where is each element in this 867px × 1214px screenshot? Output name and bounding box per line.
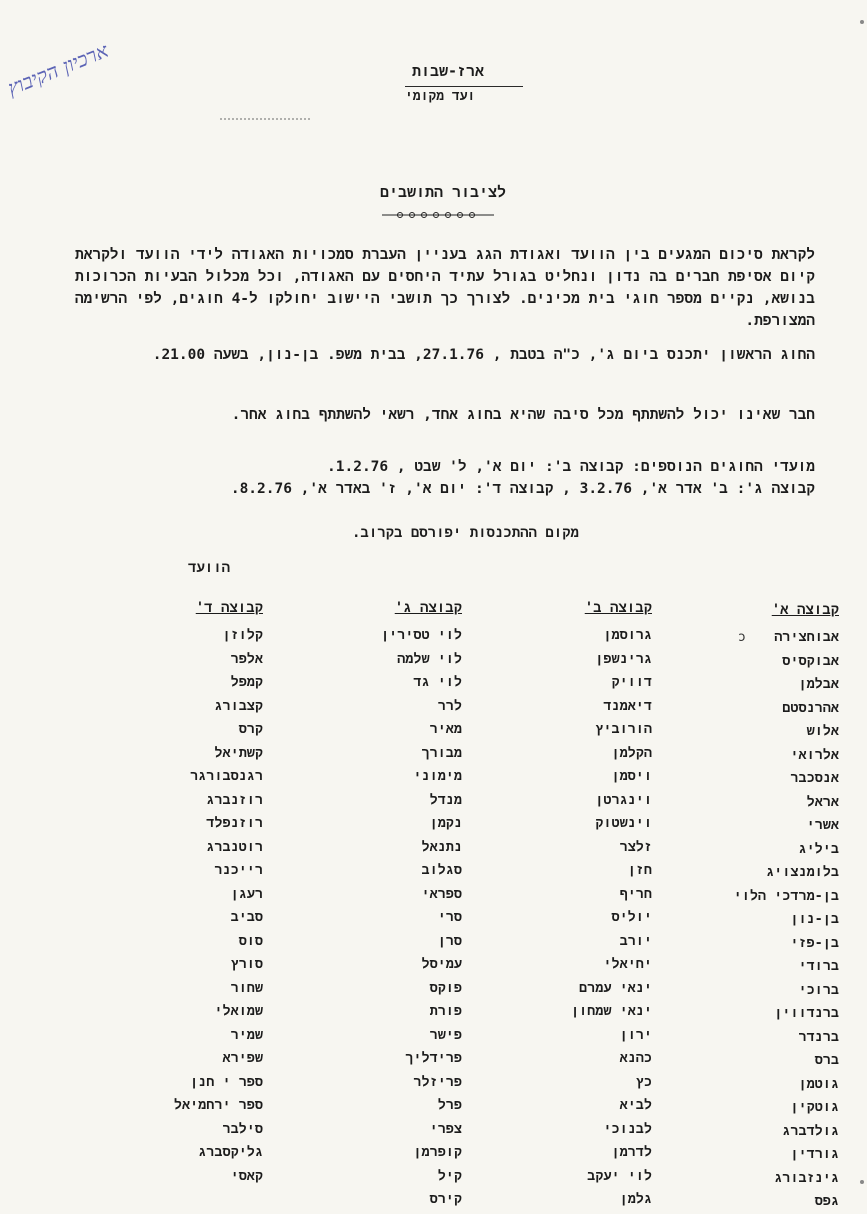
member-name: וינגרטן (595, 791, 652, 808)
member-name: גליקסברג (198, 1144, 263, 1160)
member-name: עמיסל (421, 956, 462, 972)
member-name: קירס (429, 1191, 462, 1207)
member-name: דיאמנד (603, 697, 652, 714)
punch-hole-mark (860, 1180, 864, 1184)
member-name: מנדל (429, 791, 462, 808)
group-column-c (312, 598, 462, 1212)
member-name: נקמן (429, 815, 462, 831)
member-name: הורוביץ (595, 721, 652, 737)
member-name: לביא (619, 1097, 652, 1113)
member-name: אנסכבר (790, 770, 839, 786)
member-name: אלרואי (790, 746, 839, 763)
member-name: דוויק (611, 674, 652, 690)
group-column-d (113, 598, 263, 1188)
member-name: יחיאלי (603, 956, 652, 972)
additional-dates-paragraph (55, 456, 815, 500)
member-name: לבנוכי (603, 1120, 652, 1137)
member-name: לוי יעקב (587, 1167, 652, 1184)
location-notice: מקום ההתכנסות יפורסם בקרוב. (352, 525, 579, 541)
member-name: כץ (635, 1073, 652, 1090)
member-name: רוטנברג (206, 838, 263, 855)
dates-line-2: קבוצה ג': ב' אדר א', 3.2.76 , קבוצה ד': יום א', ז' באדר א', 8.2.76. (230, 481, 815, 497)
member-name: סרן (437, 932, 462, 949)
member-name: ספר ירחמיאל (173, 1097, 263, 1113)
handwritten-margin-note: ארכיון הקיבוץ (4, 38, 112, 101)
member-name: ברודי (798, 958, 839, 974)
member-name: ירון (619, 1026, 652, 1043)
member-name: גולדברג (782, 1122, 839, 1139)
member-name: אשרי (806, 817, 839, 833)
member-name: נתנאל (421, 838, 462, 855)
member-name: קמפל (230, 674, 263, 690)
member-name: לוי טסירין (380, 627, 462, 643)
member-name: כהנא (619, 1050, 652, 1066)
member-name: גרינשפן (595, 650, 652, 667)
member-name: לוי שלמה (397, 650, 462, 667)
member-name: ברנדר (798, 1028, 839, 1045)
member-name: סורץ (230, 956, 263, 972)
group-column-b (502, 598, 652, 1212)
member-name: אראל (806, 793, 839, 810)
member-name: ינאי שמחון (570, 1003, 652, 1019)
group-header: קבוצה ג' (394, 600, 462, 616)
group-header: קבוצה א' (771, 602, 839, 618)
first-meeting-paragraph: החוג הראשון יתכנס ביום ג', כ"ה בטבת , 27.1.76, בבית משפ. בן-נון, בשעה 21.00. (152, 347, 815, 363)
member-name: ספראי (421, 885, 462, 902)
member-name: קופרמן (413, 1144, 462, 1160)
member-name: בלומנצויג (766, 864, 839, 880)
member-name: צפרי (429, 1120, 462, 1137)
member-name: פורת (429, 1003, 462, 1019)
member-name: קיל (437, 1167, 462, 1184)
member-name: יורב (619, 932, 652, 949)
group-column-a (689, 600, 839, 1214)
member-name: גוטקין (790, 1099, 839, 1115)
member-name: קשתיאל (214, 744, 263, 761)
member-name: רוזנברג (206, 791, 263, 808)
member-name: בן-נון (790, 911, 839, 927)
member-name: רייכנר (214, 862, 263, 878)
member-name: אבוחצירה (774, 629, 839, 645)
member-name: אלפר (230, 650, 263, 667)
committee-signature: הוועד (188, 560, 231, 576)
member-name: גינזבורג (774, 1169, 839, 1186)
member-name: פריזלר (413, 1073, 462, 1090)
member-name: ספר י חנן (190, 1073, 263, 1090)
member-name: סילבר (222, 1120, 263, 1137)
member-name: לוי גד (413, 674, 462, 690)
intro-paragraph: לקראת סיכום המגעים בין הוועד ואגודת הגג בעניין העברת סמכויות האגודה לידי הוועד ולקראת קיום אסיפת חברים בה נדון ונחליט בגורל עתיד היחסים עם האגודה, וכל מכלול הבעיות הכרוכות בנושא, נקיים מספר חוגי בית מכינים. לצורך כך תושבי היישוב יחולקו ל-4 חוגים, לפי הרשימה המצורפת. (74, 247, 815, 329)
member-name: לדרמן (611, 1144, 652, 1160)
member-name: הקלמן (611, 744, 652, 761)
member-name: אלוש (806, 723, 839, 739)
member-name: ברס (814, 1052, 839, 1068)
member-name: קלוזן (222, 627, 263, 643)
group-header: קבוצה ב' (584, 600, 652, 616)
member-name: גרוסמן (603, 627, 652, 643)
dates-line-1: מועדי החוגים הנוספים: קבוצה ב': יום א', ל' שבט , 1.2.76. (327, 459, 815, 475)
member-name: שמואלי (214, 1003, 263, 1019)
member-name: שחור (230, 979, 263, 996)
member-name: זלצר (619, 838, 652, 855)
member-name: וינשטוק (595, 815, 652, 831)
member-name: לרר (437, 697, 462, 714)
attendance-paragraph: חבר שאינו יכול להשתתף מכל סיבה שהיא בחוג אחד, רשאי להשתתף בחוג אחר. (231, 407, 815, 423)
member-name: רעגן (230, 885, 263, 902)
member-name: ינאי עמרם (579, 979, 652, 996)
member-name: פוקס (429, 979, 462, 996)
title-decorative-rule (382, 211, 494, 219)
member-name: סביב (230, 909, 263, 925)
member-name: סרי (437, 909, 462, 925)
member-name: ברנדווין (774, 1005, 839, 1021)
letterhead-underline (405, 86, 523, 87)
member-name: גוטמן (798, 1075, 839, 1092)
punch-hole-mark (860, 20, 864, 24)
member-name: שפירא (222, 1050, 263, 1066)
member-name: קאסי (230, 1167, 263, 1184)
group-header: קבוצה ד' (195, 600, 263, 616)
member-name: מאיר (429, 721, 462, 737)
member-name: חזן (627, 862, 652, 878)
member-name: אבוקסיס (782, 652, 839, 669)
member-name: רגנסבורגר (190, 768, 263, 784)
member-name: רוזנפלד (206, 815, 263, 831)
member-name: בן-פזי (790, 934, 839, 951)
member-name: חריף (619, 885, 652, 902)
member-name: גורדין (790, 1146, 839, 1162)
member-name: גפס (814, 1193, 839, 1209)
member-name: סגלוב (421, 862, 462, 878)
member-name: פרל (437, 1097, 462, 1113)
member-name: קצבורג (214, 697, 263, 714)
letterhead-committee-name: ועד מקומי (405, 89, 476, 104)
letterhead-settlement-name: ארז-שבות (412, 62, 485, 80)
margin-bracket-mark: ɔ (738, 630, 746, 645)
faded-stamp-mark (220, 118, 310, 130)
member-name: ויסמן (611, 768, 652, 784)
member-name: יוליס (611, 909, 652, 925)
member-name: בן-מרדכי הלוי (733, 887, 839, 904)
member-name: קרס (238, 721, 263, 737)
member-name: מימוני (413, 768, 462, 784)
member-name: סוס (238, 932, 263, 949)
member-name: פישר (429, 1026, 462, 1043)
member-name: אהרנסטם (782, 699, 839, 716)
member-name: מבורך (421, 744, 462, 761)
member-name: אבלמן (798, 676, 839, 692)
member-name: גלמן (619, 1191, 652, 1207)
member-name: ביליג (798, 840, 839, 857)
member-name: פרידליך (405, 1050, 462, 1066)
member-name: ברוכי (798, 981, 839, 998)
member-name: שמיר (230, 1026, 263, 1043)
document-title: לציבור התושבים (380, 183, 507, 201)
